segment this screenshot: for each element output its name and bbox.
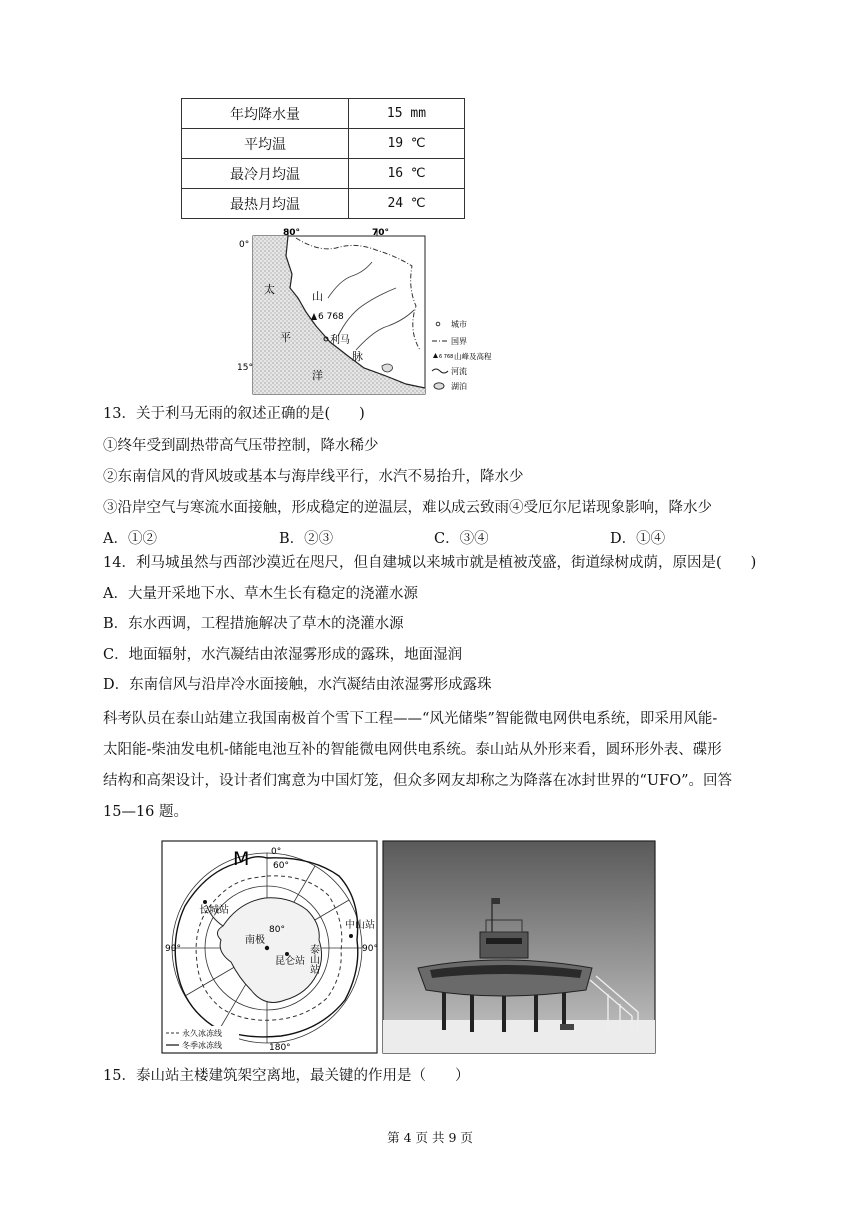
- south-pole-marker: [265, 946, 269, 950]
- table-row: [182, 159, 465, 189]
- station-leg: [502, 996, 506, 1032]
- table-cell-value: 16 ℃: [349, 159, 465, 189]
- table-cell-value: 24 ℃: [349, 189, 465, 219]
- map-word-yang: 洋: [312, 369, 323, 382]
- corner-letter: M: [233, 848, 250, 870]
- peak-icon: [433, 353, 438, 358]
- snow-ground: [383, 1020, 655, 1053]
- question-15-stem: 15．泰山站主楼建筑架空离地，最关键的作用是（ ）: [103, 1068, 470, 1084]
- legend-label: 湖泊: [451, 382, 467, 391]
- question-14-option-d: D．东南信风与沿岸冷水面接触，水汽凝结由浓湿雾形成露珠: [103, 677, 492, 693]
- lon-label: 60°: [273, 861, 289, 871]
- lake-icon: [434, 383, 444, 389]
- question-13-statement-1: ①终年受到副热带高气压带控制，降水稀少: [103, 438, 379, 454]
- table-row: [182, 189, 465, 219]
- lat-label: 15°: [237, 363, 253, 373]
- legend-label: 国界: [451, 337, 467, 346]
- lat-label: 80°: [269, 925, 285, 935]
- station-leg: [470, 994, 474, 1032]
- legend-label: 冬季冰冻线: [182, 1041, 222, 1050]
- table-cell-label: 平均温: [182, 129, 349, 159]
- antarctica-map: [161, 840, 378, 1054]
- passage-line-1: 科考队员在泰山站建立我国南极首个雪下工程——“风光储柴”智能微电网供电系统，即采用风能-: [103, 711, 718, 727]
- lon-label: 90°: [362, 944, 378, 954]
- station-leg: [442, 990, 446, 1030]
- station-upper-windows: [486, 938, 522, 944]
- legend-label: 城市: [451, 320, 467, 329]
- map-word-tai: 太: [264, 283, 275, 296]
- peru-map: [236, 226, 506, 398]
- passage-line-4: 15—16 题。: [103, 804, 189, 820]
- station-changcheng: 长城站: [199, 905, 229, 916]
- passage-line-3: 结构和高架设计，设计者们寓意为中国灯笼，但众多网友却称之为降落在冰封世界的“UFO”。回答: [103, 773, 732, 789]
- vehicle: [560, 1024, 574, 1030]
- lat-label: 0°: [239, 240, 250, 250]
- question-13-option-b: B．②③: [279, 531, 334, 547]
- table-cell-label: 最冷月均温: [182, 159, 349, 189]
- city-label: 利马: [330, 335, 350, 346]
- map-word-mai: 脉: [352, 350, 363, 363]
- map-word-shan: 山: [312, 290, 323, 303]
- lon-label: 70°: [372, 228, 390, 238]
- station-marker: [203, 900, 207, 904]
- station-leg: [534, 994, 538, 1032]
- taishan-station-photo: [382, 840, 656, 1054]
- legend-label: 永久冰冻线: [182, 1029, 222, 1038]
- table-cell-value: 15 mm: [349, 99, 465, 129]
- climate-table: [181, 98, 465, 219]
- flag: [492, 898, 500, 904]
- question-13-option-d: D．①④: [610, 531, 666, 547]
- river-icon: [432, 369, 448, 373]
- south-pole-label: 南极: [245, 935, 265, 946]
- legend-label: 山峰及高程: [454, 352, 492, 361]
- table-cell-label: 年均降水量: [182, 99, 349, 129]
- station-kunlun: 昆仑站: [275, 956, 305, 967]
- table-cell-label: 最热月均温: [182, 189, 349, 219]
- city-icon: [436, 322, 440, 326]
- passage-line-2: 太阳能-柴油发电机-储能电池互补的智能微电网供电系统。泰山站从外形来看，圆环形外表、碟形: [103, 742, 722, 758]
- station-upper-deck: [480, 932, 528, 958]
- question-14-option-b: B．东水西调，工程措施解决了草木的浇灌水源: [103, 616, 404, 632]
- question-13-statement-2: ②东南信风的背风坡或基本与海岸线平行，水汽不易抬升，降水少: [103, 469, 524, 485]
- lake: [382, 364, 393, 372]
- question-13-option-a: A．①②: [103, 531, 157, 547]
- question-14-option-a: A．大量开采地下水、草木生长有稳定的浇灌水源: [103, 586, 418, 602]
- map-word-ping: 平: [280, 331, 291, 344]
- lon-label: 0°: [271, 847, 282, 857]
- question-13-statement-3: ③沿岸空气与寒流水面接触，形成稳定的逆温层，难以成云致雨④受厄尔尼诺现象影响，降水少: [103, 500, 712, 516]
- legend-peak-prefix: 6 768: [439, 354, 454, 360]
- station-marker: [349, 934, 353, 938]
- table-row: [182, 99, 465, 129]
- station-zhongshan: 中山站: [345, 920, 375, 931]
- legend-label: 河流: [451, 367, 467, 376]
- table-row: [182, 129, 465, 159]
- question-14-option-c: C．地面辐射，水汽凝结由浓湿雾形成的露珠，地面湿润: [103, 647, 463, 663]
- station-taishan: 泰山站: [307, 944, 319, 974]
- table-cell-value: 19 ℃: [349, 129, 465, 159]
- question-13-stem: 13．关于利马无雨的叙述正确的是( ): [103, 406, 365, 422]
- lon-label: 90°: [165, 944, 181, 954]
- peak-elevation: 6 768: [318, 312, 344, 322]
- lon-label: 180°: [269, 1043, 291, 1053]
- lon-label: 80°: [283, 228, 301, 238]
- question-13-option-c: C．③④: [434, 531, 489, 547]
- question-14-stem: 14．利马城虽然与西部沙漠近在咫尺，但自建城以来城市就是植被茂盛，街道绿树成荫，原因是( ): [103, 555, 757, 571]
- page-footer: 第 4 页 共 9 页: [387, 1130, 473, 1145]
